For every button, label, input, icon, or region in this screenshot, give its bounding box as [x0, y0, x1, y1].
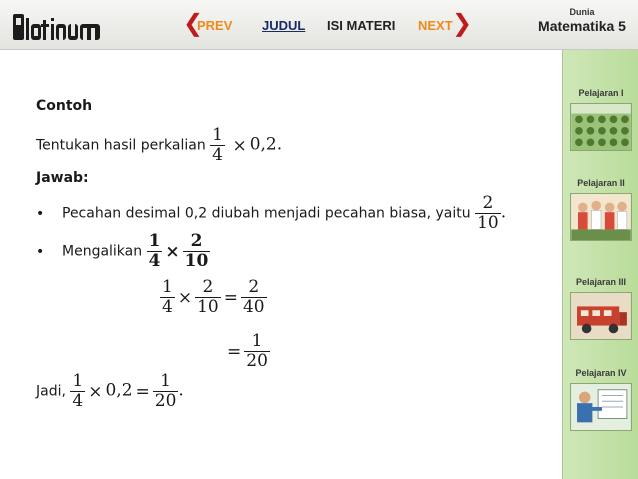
- chevron-left-icon[interactable]: ❮: [183, 9, 204, 37]
- example-heading: Contoh: [36, 98, 93, 114]
- conclusion-text: Jadi,: [36, 383, 66, 400]
- numerator: 1: [212, 125, 223, 145]
- multiply-sign: ×: [88, 381, 103, 402]
- numerator: 1: [251, 331, 263, 351]
- fraction: [195, 278, 221, 317]
- denominator: 10: [197, 297, 219, 317]
- equals-sign: =: [223, 287, 238, 308]
- lesson-label: Pelajaran III: [575, 277, 627, 287]
- period: .: [276, 134, 283, 155]
- denominator: 4: [148, 251, 161, 271]
- bullet-1-text: Pecahan desimal 0,2 diubah menjadi pecahan biasa, yaitu: [62, 205, 471, 222]
- sidebar-item-pelajaran-4[interactable]: [563, 368, 638, 431]
- sidebar-item-pelajaran-3[interactable]: [563, 277, 638, 340]
- conclusion-line: [36, 372, 184, 411]
- numerator: 2: [202, 277, 214, 297]
- bullet-1: [36, 194, 506, 233]
- denominator: 4: [212, 145, 223, 165]
- question-line: [36, 126, 282, 165]
- fraction: [241, 278, 267, 317]
- lesson-content: [0, 50, 562, 479]
- prev-button[interactable]: PREV: [197, 18, 233, 33]
- bullet-2-text: Mengalikan: [62, 243, 143, 260]
- fraction: [183, 232, 211, 271]
- multiply-sign: ×: [177, 287, 193, 308]
- equals-sign: =: [227, 341, 242, 362]
- lesson-label: Pelajaran II: [577, 178, 625, 188]
- chevron-right-icon[interactable]: ❯: [452, 9, 473, 37]
- farm-field-icon: [570, 103, 632, 151]
- vehicle-icon: [570, 292, 632, 340]
- denominator: 20: [154, 391, 177, 411]
- fraction: [153, 372, 179, 411]
- decimal-value: 0,2: [249, 134, 277, 155]
- numerator: 1: [72, 371, 84, 391]
- fraction: [475, 194, 501, 233]
- bullet-dot: •: [36, 243, 45, 260]
- period: .: [500, 202, 507, 223]
- denominator: 4: [162, 297, 173, 317]
- numerator: 1: [162, 277, 173, 297]
- bullet-2: [36, 232, 210, 271]
- calc-step-2: [224, 332, 270, 371]
- denominator: 10: [477, 213, 499, 233]
- drawing-desk-icon: [570, 383, 632, 431]
- platinum-logo: [12, 12, 104, 42]
- numerator: 1: [160, 371, 171, 391]
- subject-big-label: Matematika 5: [538, 18, 626, 34]
- subject-small-label: Dunia: [569, 7, 595, 17]
- multiply-sign: ×: [232, 135, 247, 156]
- decimal-value: 0,2: [105, 380, 133, 401]
- multiply-sign: ×: [165, 241, 180, 262]
- sidebar-item-pelajaran-2[interactable]: [563, 178, 638, 241]
- answer-heading: Jawab:: [36, 170, 89, 186]
- equals-sign: =: [135, 381, 150, 402]
- denominator: 10: [184, 251, 209, 271]
- denominator: 20: [246, 351, 268, 371]
- numerator: 2: [190, 231, 203, 251]
- isi-materi-link[interactable]: ISI MATERI: [327, 18, 396, 33]
- numerator: 1: [148, 231, 161, 251]
- fraction: [210, 126, 225, 165]
- fraction: [70, 372, 85, 411]
- fraction: [244, 332, 270, 371]
- numerator: 2: [482, 193, 494, 213]
- question-text: Tentukan hasil perkalian: [36, 137, 206, 154]
- subject-title: [534, 7, 630, 34]
- denominator: 4: [72, 391, 84, 411]
- lesson-label: Pelajaran IV: [575, 368, 627, 378]
- period: .: [178, 380, 184, 401]
- children-group-icon: [570, 193, 632, 241]
- lesson-label: Pelajaran I: [578, 88, 624, 98]
- fraction: [147, 232, 163, 271]
- lesson-sidebar: [562, 50, 638, 479]
- bullet-dot: •: [36, 205, 45, 222]
- fraction: [160, 278, 175, 317]
- denominator: 40: [242, 297, 265, 317]
- numerator: 2: [248, 277, 260, 297]
- judul-link[interactable]: JUDUL: [262, 18, 306, 33]
- top-bar: [0, 0, 638, 50]
- sidebar-item-pelajaran-1[interactable]: [563, 88, 638, 151]
- next-button[interactable]: NEXT: [418, 18, 453, 33]
- calc-step-1: [160, 278, 267, 317]
